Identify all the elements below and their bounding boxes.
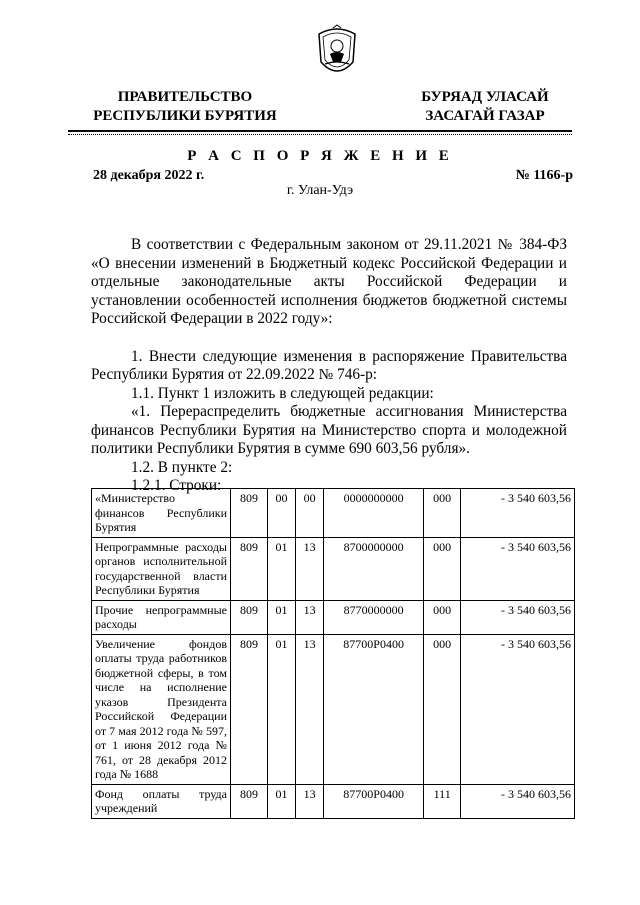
government-name-ru-line1: ПРАВИТЕЛЬСТВО xyxy=(117,89,253,105)
row-ved-cell: 809 xyxy=(231,634,268,784)
row-sum-cell: - 3 540 603,56 xyxy=(461,784,575,818)
document-city: г. Улан-Удэ xyxy=(286,183,354,198)
document-number: № 1166-р xyxy=(515,168,573,183)
row-ved-cell: 809 xyxy=(231,537,268,600)
row-sum-cell: - 3 540 603,56 xyxy=(461,489,575,538)
table-row xyxy=(92,537,575,600)
header-rule xyxy=(68,130,572,132)
row-rz-cell: 01 xyxy=(267,537,295,600)
government-name-bua-line1: БУРЯАД УЛАСАЙ xyxy=(421,89,549,105)
table-row xyxy=(92,489,575,538)
document-title: Р А С П О Р Я Ж Е Н И Е xyxy=(187,148,453,164)
row-name-cell: Фонд оплаты труда учреждений xyxy=(92,784,231,818)
row-vr-cell: 000 xyxy=(424,537,461,600)
row-ved-cell: 809 xyxy=(231,600,268,634)
document-date: 28 декабря 2022 г. xyxy=(93,168,205,183)
row-cs-cell: 8770000000 xyxy=(324,600,424,634)
row-name-cell: Непрограммные расходы органов исполнительной государственной власти Республики Бурятия xyxy=(92,537,231,600)
row-name-cell: Прочие непрограммные расходы xyxy=(92,600,231,634)
budget-table xyxy=(91,488,575,819)
government-name-ru xyxy=(85,88,285,126)
row-vr-cell: 000 xyxy=(424,634,461,784)
row-cs-cell: 87700Р0400 xyxy=(324,634,424,784)
row-rz-cell: 00 xyxy=(267,489,295,538)
header-dotted-rule xyxy=(68,134,572,135)
buryatia-coat-of-arms-icon xyxy=(313,24,361,82)
row-pr-cell: 13 xyxy=(296,784,324,818)
row-rz-cell: 01 xyxy=(267,784,295,818)
document-body xyxy=(91,236,567,496)
row-cs-cell: 87700Р0400 xyxy=(324,784,424,818)
table-row xyxy=(92,600,575,634)
row-sum-cell: - 3 540 603,56 xyxy=(461,634,575,784)
row-rz-cell: 01 xyxy=(267,600,295,634)
row-ved-cell: 809 xyxy=(231,489,268,538)
row-name-cell: «Министерство финансов Республики Бурятия xyxy=(92,489,231,538)
item-1-2-1-paragraph: 1.2.1. Строки: xyxy=(131,477,222,494)
row-rz-cell: 01 xyxy=(267,634,295,784)
row-sum-cell: - 3 540 603,56 xyxy=(461,600,575,634)
row-sum-cell: - 3 540 603,56 xyxy=(461,537,575,600)
item-1-2-paragraph: 1.2. В пункте 2: xyxy=(131,458,233,476)
row-name-cell: Увеличение фондов оплаты труда работников бюджетной сферы, в том числе на исполнение указов Президента Российской Федерации от 7 мая 2012 года № 597, от 1 июня 2012 года № 761, от 28 декабря 2012 года № 1688 xyxy=(92,634,231,784)
row-pr-cell: 13 xyxy=(296,634,324,784)
table-row xyxy=(92,634,575,784)
item-1-paragraph: 1. Внести следующие изменения в распоряжение Правительства Республики Бурятия от 22.09.2022 № 746-р: xyxy=(91,347,567,383)
item-1-1-text-paragraph: «1. Перераспределить бюджетные ассигнования Министерства финансов Республики Бурятия на Министерство спорта и молодежной политики Республики Бурятия в сумме 690 603,56 рубля». xyxy=(91,403,567,457)
preamble-paragraph: В соответствии с Федеральным законом от 29.11.2021 № 384-ФЗ «О внесении изменений в Бюджетный кодекс Российской Федерации и отдельные законодательные акты Российской Федерации и установлении особенностей исполнения бюджетов бюджетной системы Российской Федерации в 2022 году»: xyxy=(91,236,567,327)
row-pr-cell: 13 xyxy=(296,600,324,634)
row-pr-cell: 13 xyxy=(296,537,324,600)
item-1-1-paragraph: 1.1. Пункт 1 изложить в следующей редакции: xyxy=(131,384,434,402)
government-name-ru-line2: РЕСПУБЛИКИ БУРЯТИЯ xyxy=(93,108,277,124)
row-cs-cell: 8700000000 xyxy=(324,537,424,600)
table-row xyxy=(92,784,575,818)
row-vr-cell: 111 xyxy=(424,784,461,818)
row-cs-cell: 0000000000 xyxy=(324,489,424,538)
government-name-bua-line2: ЗАСАГАЙ ГАЗАР xyxy=(425,108,545,124)
row-vr-cell: 000 xyxy=(424,489,461,538)
row-pr-cell: 00 xyxy=(296,489,324,538)
row-ved-cell: 809 xyxy=(231,784,268,818)
row-vr-cell: 000 xyxy=(424,600,461,634)
government-name-bua xyxy=(410,88,560,126)
